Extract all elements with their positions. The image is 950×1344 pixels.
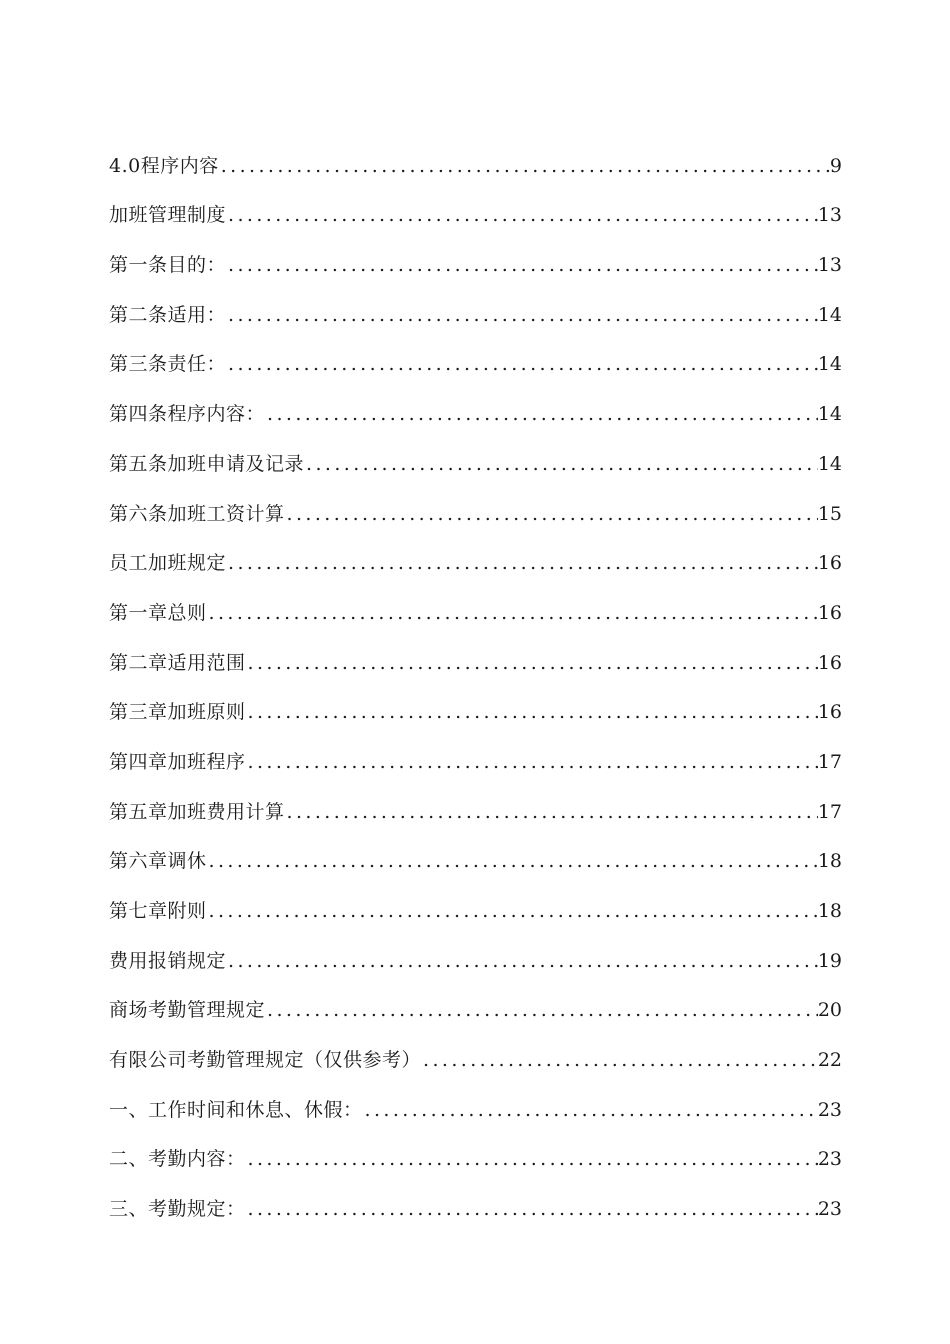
toc-entry-title: 第五章加班费用计算 [109,800,285,823]
toc-entry[interactable] [109,176,842,226]
toc-entry-page: 13 [817,254,842,277]
toc-entry-page: 16 [817,601,842,624]
toc-entry-title: 第一条目的： [109,254,227,277]
toc-dot-leader [304,455,818,474]
toc-entry[interactable] [109,971,842,1021]
toc-entry[interactable] [109,325,842,375]
toc-entry-title: 4.0程序内容 [109,154,219,177]
toc-entry-title: 第四章加班程序 [109,750,246,773]
toc-entry-title: 第二条适用： [109,303,227,326]
toc-entry-title: 商场考勤管理规定 [109,999,266,1022]
toc-entry[interactable] [109,1120,842,1170]
toc-dot-leader [246,1150,818,1169]
toc-entry[interactable] [109,1169,842,1219]
toc-entry-title: 第六条加班工资计算 [109,502,285,525]
toc-dot-leader [285,803,818,822]
toc-entry-page: 18 [817,900,842,922]
toc-entry-page: 23 [817,1148,842,1171]
toc-dot-leader [246,753,818,772]
toc-entry-title: 第二章适用范围 [109,651,246,674]
toc-entry-page: 16 [817,552,842,575]
toc-entry-page: 18 [817,850,842,873]
toc-entry[interactable] [109,722,842,772]
toc-entry[interactable] [109,573,842,623]
toc-entry-title: 第三条责任： [109,353,227,376]
toc-entry[interactable] [109,275,842,325]
toc-entry-title: 三、考勤规定： [109,1198,246,1221]
toc-dot-leader [219,157,830,176]
toc-entry-page: 17 [817,750,842,773]
toc-dot-leader [246,654,818,673]
toc-entry[interactable] [109,871,842,921]
toc-dot-leader [363,1101,818,1120]
table-of-contents [109,126,842,1219]
toc-entry-title: 第一章总则 [109,601,207,624]
toc-dot-leader [207,604,818,623]
toc-entry[interactable] [109,424,842,474]
toc-entry-page: 14 [817,353,842,376]
toc-dot-leader [226,256,818,275]
toc-entry-page: 19 [817,949,842,972]
toc-entry-page: 14 [817,303,842,326]
toc-entry[interactable] [109,1070,842,1120]
toc-dot-leader [226,306,818,325]
toc-dot-leader [226,355,818,374]
toc-entry-page: 16 [817,701,842,724]
toc-entry[interactable] [109,1020,842,1070]
toc-dot-leader [207,902,818,921]
toc-entry-page: 22 [817,1049,842,1072]
toc-entry[interactable] [109,673,842,723]
toc-entry-title: 一、工作时间和休息、休假： [109,1098,363,1121]
toc-entry-page: 23 [817,1098,842,1121]
toc-entry-title: 第四条程序内容： [109,403,266,426]
toc-dot-leader [421,1051,818,1070]
toc-entry-title: 费用报销规定 [109,949,227,972]
toc-entry-page: 13 [817,204,842,227]
toc-dot-leader [246,703,818,722]
toc-entry-page: 14 [817,452,842,475]
toc-entry-page: 20 [817,999,842,1022]
toc-entry[interactable] [109,474,842,524]
toc-entry[interactable] [109,623,842,673]
toc-dot-leader [285,505,818,524]
toc-entry-title: 有限公司考勤管理规定（仅供参考） [109,1049,422,1072]
toc-entry-page: 23 [817,1198,842,1221]
toc-entry-page: 17 [817,800,842,823]
toc-entry-title: 二、考勤内容： [109,1148,246,1171]
toc-dot-leader [246,1200,818,1219]
toc-entry-page: 14 [817,403,842,426]
toc-entry[interactable] [109,921,842,971]
toc-entry-title: 第六章调休 [109,850,207,873]
toc-dot-leader [207,852,818,871]
toc-dot-leader [226,554,818,573]
toc-entry[interactable] [109,772,842,822]
toc-entry-page: 16 [817,651,842,674]
toc-entry[interactable] [109,374,842,424]
toc-entry-title: 第三章加班原则 [109,701,246,724]
toc-entry-title: 员工加班规定 [109,552,227,575]
toc-entry-page: 9 [829,154,842,177]
toc-dot-leader [226,206,818,225]
toc-dot-leader [265,1001,818,1020]
toc-entry-title: 第七章附则 [109,900,207,922]
toc-entry[interactable] [109,822,842,872]
toc-entry[interactable] [109,524,842,574]
toc-entry-title: 加班管理制度 [109,204,227,227]
toc-entry-page: 15 [817,502,842,525]
toc-entry[interactable] [109,225,842,275]
toc-entry[interactable] [109,126,842,176]
toc-dot-leader [226,952,818,971]
toc-entry-title: 第五条加班申请及记录 [109,452,305,475]
toc-dot-leader [265,405,818,424]
